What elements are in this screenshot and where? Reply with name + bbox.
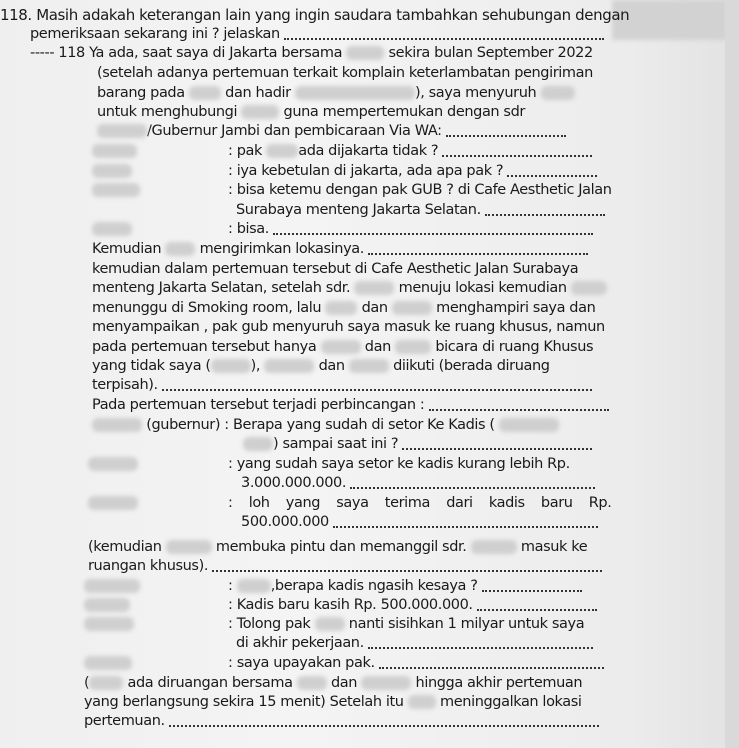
redacted-name (241, 105, 279, 119)
para-line9 (92, 396, 609, 414)
para-text: terpisah). (92, 377, 158, 393)
redacted-name (237, 579, 271, 593)
redacted-name (408, 695, 436, 709)
dash-fill (169, 715, 599, 727)
answer-line4 (97, 103, 525, 121)
closing-text: meninggalkan lokasi (440, 694, 582, 710)
final-line3b (236, 634, 593, 652)
dialog-speaker (84, 577, 140, 595)
dialog-speaker (92, 162, 132, 180)
exchange-text: (gubernur) : Berapa yang sudah di setor Ke Kadis ( (146, 417, 495, 433)
dialog-line3: : bisa ketemu dengan pak GUB ? di Cafe Aesthetic Jalan (228, 182, 612, 198)
dash-fill (442, 145, 592, 157)
dialog-speaker (92, 142, 137, 160)
redacted-name (84, 598, 130, 612)
para-text: dan (318, 358, 345, 374)
closing-text: ada diruangan bersama (127, 675, 293, 691)
closing-text: ( (84, 675, 90, 691)
redacted-name (92, 418, 142, 432)
para-line3 (92, 279, 607, 297)
redacted-name (349, 359, 389, 373)
dialog-speaker (92, 220, 132, 238)
note-line2 (88, 557, 602, 575)
dash-fill (482, 580, 582, 592)
answer-line3 (97, 84, 575, 102)
para-text: Kemudian (92, 241, 162, 257)
exchange-text: 500.000.000 (241, 514, 329, 530)
redacted-name (266, 144, 298, 158)
redacted-name (264, 359, 314, 373)
redacted-name (571, 281, 607, 295)
exchange-line3: : loh yang saya terima dari kadis baru Rp. (228, 495, 612, 511)
dialog-line3b (236, 201, 605, 219)
redacted-name (346, 46, 384, 60)
dialog-text: : bisa. (228, 221, 269, 237)
page-edge (725, 0, 739, 748)
closing-line3 (84, 712, 599, 730)
exchange-line2: : yang sudah saya setor ke kadis kurang lebih Rp. (228, 456, 570, 472)
dash-fill (477, 599, 597, 611)
closing-text: hingga akhir pertemuan (415, 675, 583, 691)
dialog-line4 (228, 220, 593, 238)
note-text: ruangan khusus). (88, 558, 209, 574)
exchange-line3b (241, 513, 598, 531)
answer-prefix: ----- 118 (30, 45, 85, 61)
closing-text: yang berlangsung sekira 15 menit) Setelah itu (84, 694, 404, 710)
note-text: masuk ke (520, 539, 588, 555)
redacted-name (165, 242, 195, 256)
paper-shadow (612, 0, 727, 40)
para-text: bicara di ruang Khusus (435, 339, 594, 355)
dialog-speaker (84, 596, 130, 614)
final-line4 (228, 654, 604, 672)
dialog-text: ada dijakarta tidak ? (298, 143, 439, 159)
redacted-name (88, 457, 138, 471)
dash-fill (402, 438, 592, 450)
para-text: yang tidak saya ( (92, 358, 211, 374)
para-text: Pada pertemuan tersebut terjadi perbincangan : (92, 397, 425, 413)
redacted-name (89, 676, 123, 690)
dialog-speaker (92, 181, 140, 199)
redacted-name (84, 617, 134, 631)
final-text: : saya upayakan pak. (228, 655, 375, 671)
dash-fill (507, 165, 597, 177)
colon: : (228, 578, 233, 594)
closing-text: dan (331, 675, 358, 691)
redacted-name (92, 183, 140, 197)
answer-line1 (30, 44, 593, 62)
exchange-line1b (243, 435, 592, 453)
exchange-text: 3.000.000.000. (241, 475, 347, 491)
redacted-name (499, 418, 559, 432)
answer-line2: (setelah adanya pertemuan terkait komplain keterlambatan pengiriman (97, 65, 593, 81)
dash-fill (273, 223, 593, 235)
redacted-name (541, 86, 575, 100)
final-line3 (228, 615, 584, 633)
para-line5: menyampaikan , pak gub menyuruh saya masuk ke ruang khusus, namun (92, 319, 605, 335)
redacted-name (243, 437, 273, 451)
dash-fill (446, 125, 566, 137)
dialog-speaker (84, 615, 134, 633)
exchange-line2b (241, 474, 595, 492)
answer-text: barang pada (97, 85, 185, 101)
final-text: : Tolong pak (228, 616, 311, 632)
redacted-name (92, 222, 132, 236)
final-line2 (228, 596, 597, 614)
dialog-speaker (84, 654, 132, 672)
final-text: di akhir pekerjaan. (236, 635, 364, 651)
redacted-name (211, 359, 251, 373)
closing-text: pertemuan. (84, 713, 165, 729)
answer-text: /Gubernur Jambi dan pembicaraan Via WA: (147, 123, 442, 139)
question-text-2: pemeriksaan sekarang ini ? jelaskan (30, 26, 280, 42)
answer-text: sekira bulan September 2022 (388, 45, 593, 61)
answer-text: untuk menghubungi (97, 104, 238, 120)
question-line2 (30, 25, 604, 43)
dialog-speaker (88, 494, 138, 512)
redacted-name (297, 676, 327, 690)
para-line2: kemudian dalam pertemuan tersebut di Cafe Aesthetic Jalan Surabaya (92, 261, 579, 277)
dash-fill (368, 637, 593, 649)
para-line6 (92, 338, 593, 356)
redacted-name (97, 124, 147, 138)
redacted-name (84, 579, 140, 593)
para-line1 (92, 240, 588, 258)
dash-fill (379, 657, 604, 669)
answer-text: guna mempertemukan dengan sdr (283, 104, 525, 120)
question-118 (0, 6, 629, 24)
closing-line2 (84, 693, 582, 711)
dialog-text: : iya kebetulan di jakarta, ada apa pak ? (228, 163, 504, 179)
para-line4 (92, 299, 595, 317)
answer-text: ), saya menyuruh (414, 85, 537, 101)
exchange-text: ) sampai saat ini ? (273, 436, 399, 452)
redacted-name (471, 540, 517, 554)
final-text: ,berapa kadis ngasih kesaya ? (270, 578, 478, 594)
redacted-name (325, 301, 357, 315)
para-text: menuju lokasi kemudian (398, 280, 567, 296)
redacted-name (361, 676, 411, 690)
para-line7 (92, 357, 550, 375)
dialog-text: Surabaya menteng Jakarta Selatan. (236, 202, 481, 218)
para-text: mengirimkan lokasinya. (199, 241, 364, 257)
redacted-name (84, 656, 132, 670)
dash-fill (368, 243, 588, 255)
redacted-name (354, 281, 394, 295)
redacted-name (295, 86, 415, 100)
redacted-name (166, 540, 212, 554)
para-text: pada pertemuan tersebut hanya (92, 339, 317, 355)
question-number: 118. (0, 6, 32, 24)
dash-fill (350, 477, 595, 489)
para-text: diikuti (berada diruang (393, 358, 550, 374)
dash-fill (212, 560, 602, 572)
final-line1 (228, 577, 582, 595)
answer-text: Ya ada, saat saya di Jakarta bersama (89, 45, 343, 61)
note-text: (kemudian (88, 539, 162, 555)
note-text: membuka pintu dan memanggil sdr. (215, 539, 467, 555)
dash-fill (284, 28, 604, 40)
dash-fill (162, 379, 592, 391)
redacted-name (189, 86, 221, 100)
redacted-name (321, 340, 361, 354)
dash-fill (429, 399, 609, 411)
para-text: menghampiri saya dan (436, 300, 596, 316)
closing-line1 (84, 674, 582, 692)
redacted-name (88, 496, 138, 510)
para-text: dan (361, 300, 388, 316)
question-text: Masih adakah keterangan lain yang ingin saudara tambahkan sehubungan dengan (36, 6, 630, 24)
dash-fill (485, 204, 605, 216)
answer-text: dan hadir (225, 85, 291, 101)
redacted-name (92, 164, 132, 178)
para-text: dan (364, 339, 391, 355)
dialog-speaker (88, 455, 138, 473)
dialog-line2 (228, 162, 597, 180)
dialog-line1 (228, 142, 592, 160)
para-text: menteng Jakarta Selatan, setelah sdr. (92, 280, 351, 296)
dash-fill (333, 516, 598, 528)
note-line1 (88, 538, 587, 556)
redacted-name (92, 144, 137, 158)
redacted-name (315, 617, 345, 631)
dialog-text: : pak (228, 143, 262, 159)
final-text: : Kadis baru kasih Rp. 500.000.000. (228, 597, 473, 613)
redacted-name (392, 301, 432, 315)
para-text: ), (250, 358, 261, 374)
final-text: nanti sisihkan 1 milyar untuk saya (348, 616, 585, 632)
answer-line5 (97, 122, 566, 140)
para-text: menunggu di Smoking room, lalu (92, 300, 322, 316)
redacted-name (395, 340, 431, 354)
para-line8 (92, 376, 592, 394)
exchange-line1 (92, 416, 559, 434)
